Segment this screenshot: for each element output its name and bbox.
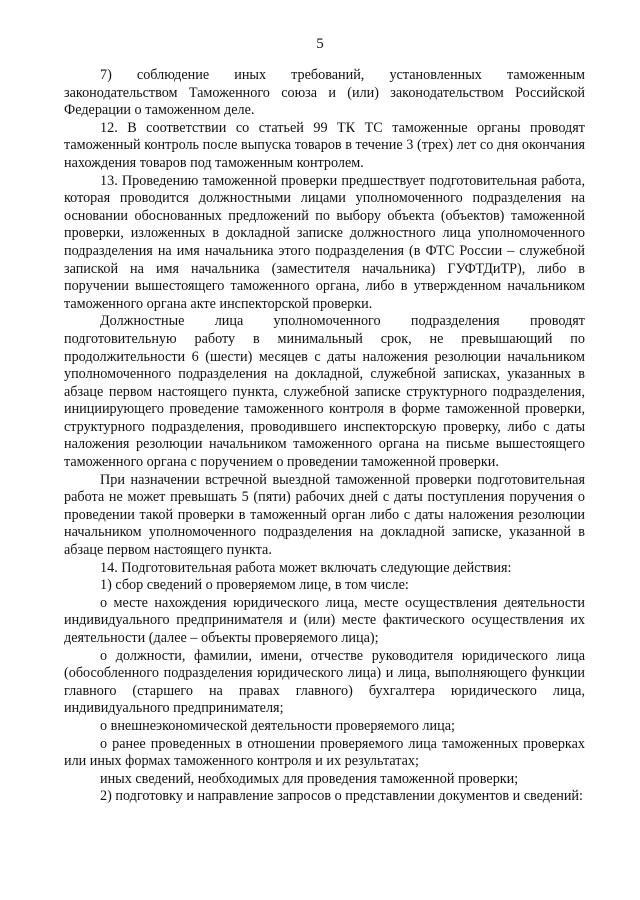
- paragraph-12: 12. В соответствии со статьей 99 ТК ТС таможенные органы проводят таможенный контроль после выпуска товаров в течение 3 (трех) лет со дня окончания нахождения товаров под таможенным контролем.: [64, 119, 585, 171]
- paragraph-14-officials-info: о должности, фамилии, имени, отчестве руководителя юридического лица (обособленного подразделения юридического лица) и лица, выполняющего функции главного (старшего на правах главного) бухгалтера юридического лица, индивидуального предпринимателя;: [64, 647, 585, 717]
- paragraph-14-item-2: 2) подготовку и направление запросов о представлении документов и сведений:: [100, 788, 583, 805]
- paragraph-13: 13. Проведению таможенной проверки предшествует подготовительная работа, которая проводится должностными лицами уполномоченного подразделения на основании обоснованных предложений по выбору объекта (объектов) таможенной проверки, изложенных в докладной записке должностного лица уполномоченного подразделения на имя начальника этого подразделения (в ФТС России – служебной запиской на имя начальника (заместителя начальника) ГУФТДиТР), либо в поручении вышестоящего таможенного органа, либо в утвержденном начальником таможенного органа акте инспекторской проверки.: [64, 172, 585, 312]
- page-number: 5: [316, 36, 324, 52]
- paragraph-13-counter-check: При назначении встречной выездной таможенной проверки подготовительная работа не может превышать 5 (пяти) рабочих дней с даты поступления поручения о проведении такой проверки в таможенный орган либо с даты наложения резолюции начальником уполномоченного подразделения на докладной записке, указанной в абзаце первом настоящего пункта.: [64, 471, 585, 559]
- paragraph-14: 14. Подготовительная работа может включать следующие действия:: [100, 559, 512, 576]
- paragraph-14-foreign-trade: о внешнеэкономической деятельности проверяемого лица;: [100, 717, 455, 734]
- paragraph-7-item: 7) соблюдение иных требований, установленных таможенным законодательством Таможенного союза и (или) законодательством Российской Федерации о таможенном деле.: [64, 67, 585, 119]
- document-body: [64, 67, 585, 806]
- paragraph-14-other-info: иных сведений, необходимых для проведения таможенной проверки;: [100, 770, 519, 787]
- paragraph-14-previous-checks: о ранее проведенных в отношении проверяемого лица таможенных проверках или иных формах таможенного контроля и их результатах;: [64, 735, 585, 770]
- paragraph-14-location: о месте нахождения юридического лица, месте осуществления деятельности индивидуального предпринимателя и (или) месте фактического осуществления их деятельности (далее – объекты проверяемого лица);: [64, 594, 585, 646]
- paragraph-13-officials: Должностные лица уполномоченного подразделения проводят подготовительную работу в минимальный срок, не превышающий по продолжительности 6 (шести) месяцев с даты наложения резолюции начальником уполномоченного подразделения на докладной, служебной записках, указанных в абзаце первом настоящего пункта, служебной записке структурного подразделения, инициирующего проведение таможенного контроля в форме таможенной проверки, структурного подразделения, проводившего инспекторскую проверку, либо с даты наложения резолюции начальником таможенного органа на письме вышестоящего таможенного органа с поручением о проведении таможенной проверки.: [64, 313, 585, 471]
- paragraph-14-item-1: 1) сбор сведений о проверяемом лице, в том числе:: [100, 577, 409, 594]
